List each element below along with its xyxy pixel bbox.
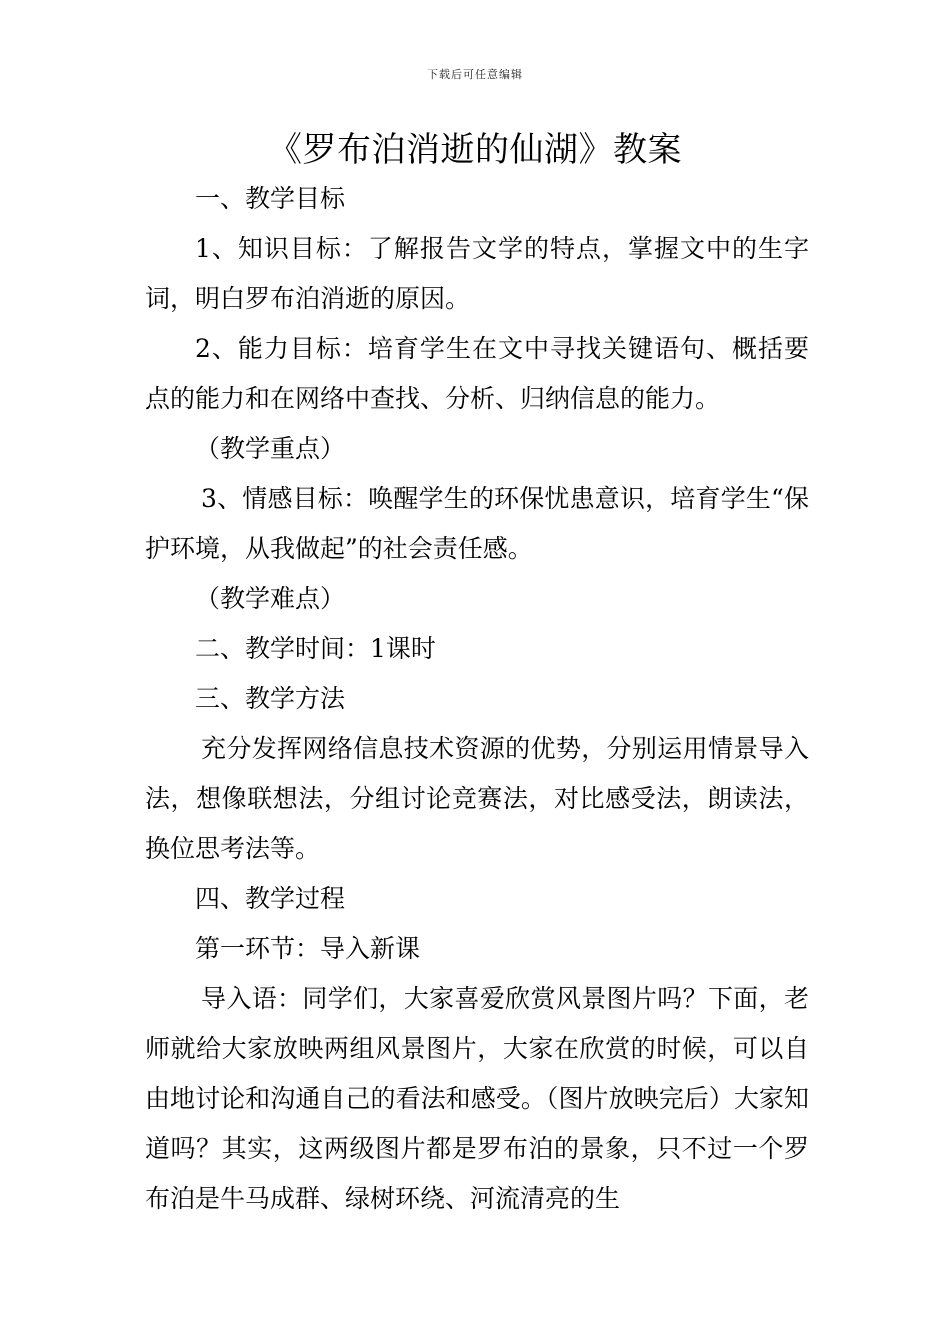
paragraph-methods: 充分发挥网络信息技术资源的优势，分别运用情景导入法，想像联想法，分组讨论竞赛法，对比感受法，朗读法，换位思考法等。 [145, 734, 809, 863]
document-body [145, 174, 809, 1224]
paragraph-emotion-objective: 3、情感目标：唤醒学生的环保忧患意识，培育学生“保护环境，从我做起”的社会责任感。 [145, 484, 809, 563]
section-heading-objectives: 一、教学目标 [195, 184, 346, 213]
note-teaching-focus: （教学重点） [195, 434, 346, 463]
paragraph-ability-objective: 2、能力目标：培育学生在文中寻找关键语句、概括要点的能力和在网络中查找、分析、归纳信息的能力。 [145, 334, 809, 413]
section-heading-time: 二、教学时间：1课时 [195, 634, 436, 663]
note-teaching-difficulty: （教学难点） [195, 584, 346, 613]
document-title: 《罗布泊消逝的仙湖》教案 [268, 130, 682, 170]
section-heading-process: 四、教学过程 [195, 884, 346, 913]
header-note: 下载后可任意编辑 [427, 68, 523, 81]
paragraph-introduction: 导入语：同学们，大家喜爱欣赏风景图片吗？下面，老师就给大家放映两组风景图片，大家在欣赏的时候，可以自由地讨论和沟通自己的看法和感受。（图片放映完后）大家知道吗？其实，这两级图片都是罗布泊的景象，只不过一个罗布泊是牛马成群、绿树环绕、河流清亮的生 [145, 984, 809, 1213]
paragraph-knowledge-objective: 1、知识目标：了解报告文学的特点，掌握文中的生字词，明白罗布泊消逝的原因。 [145, 234, 809, 313]
subheading-step-one: 第一环节：导入新课 [195, 934, 421, 963]
section-heading-methods: 三、教学方法 [195, 684, 346, 713]
